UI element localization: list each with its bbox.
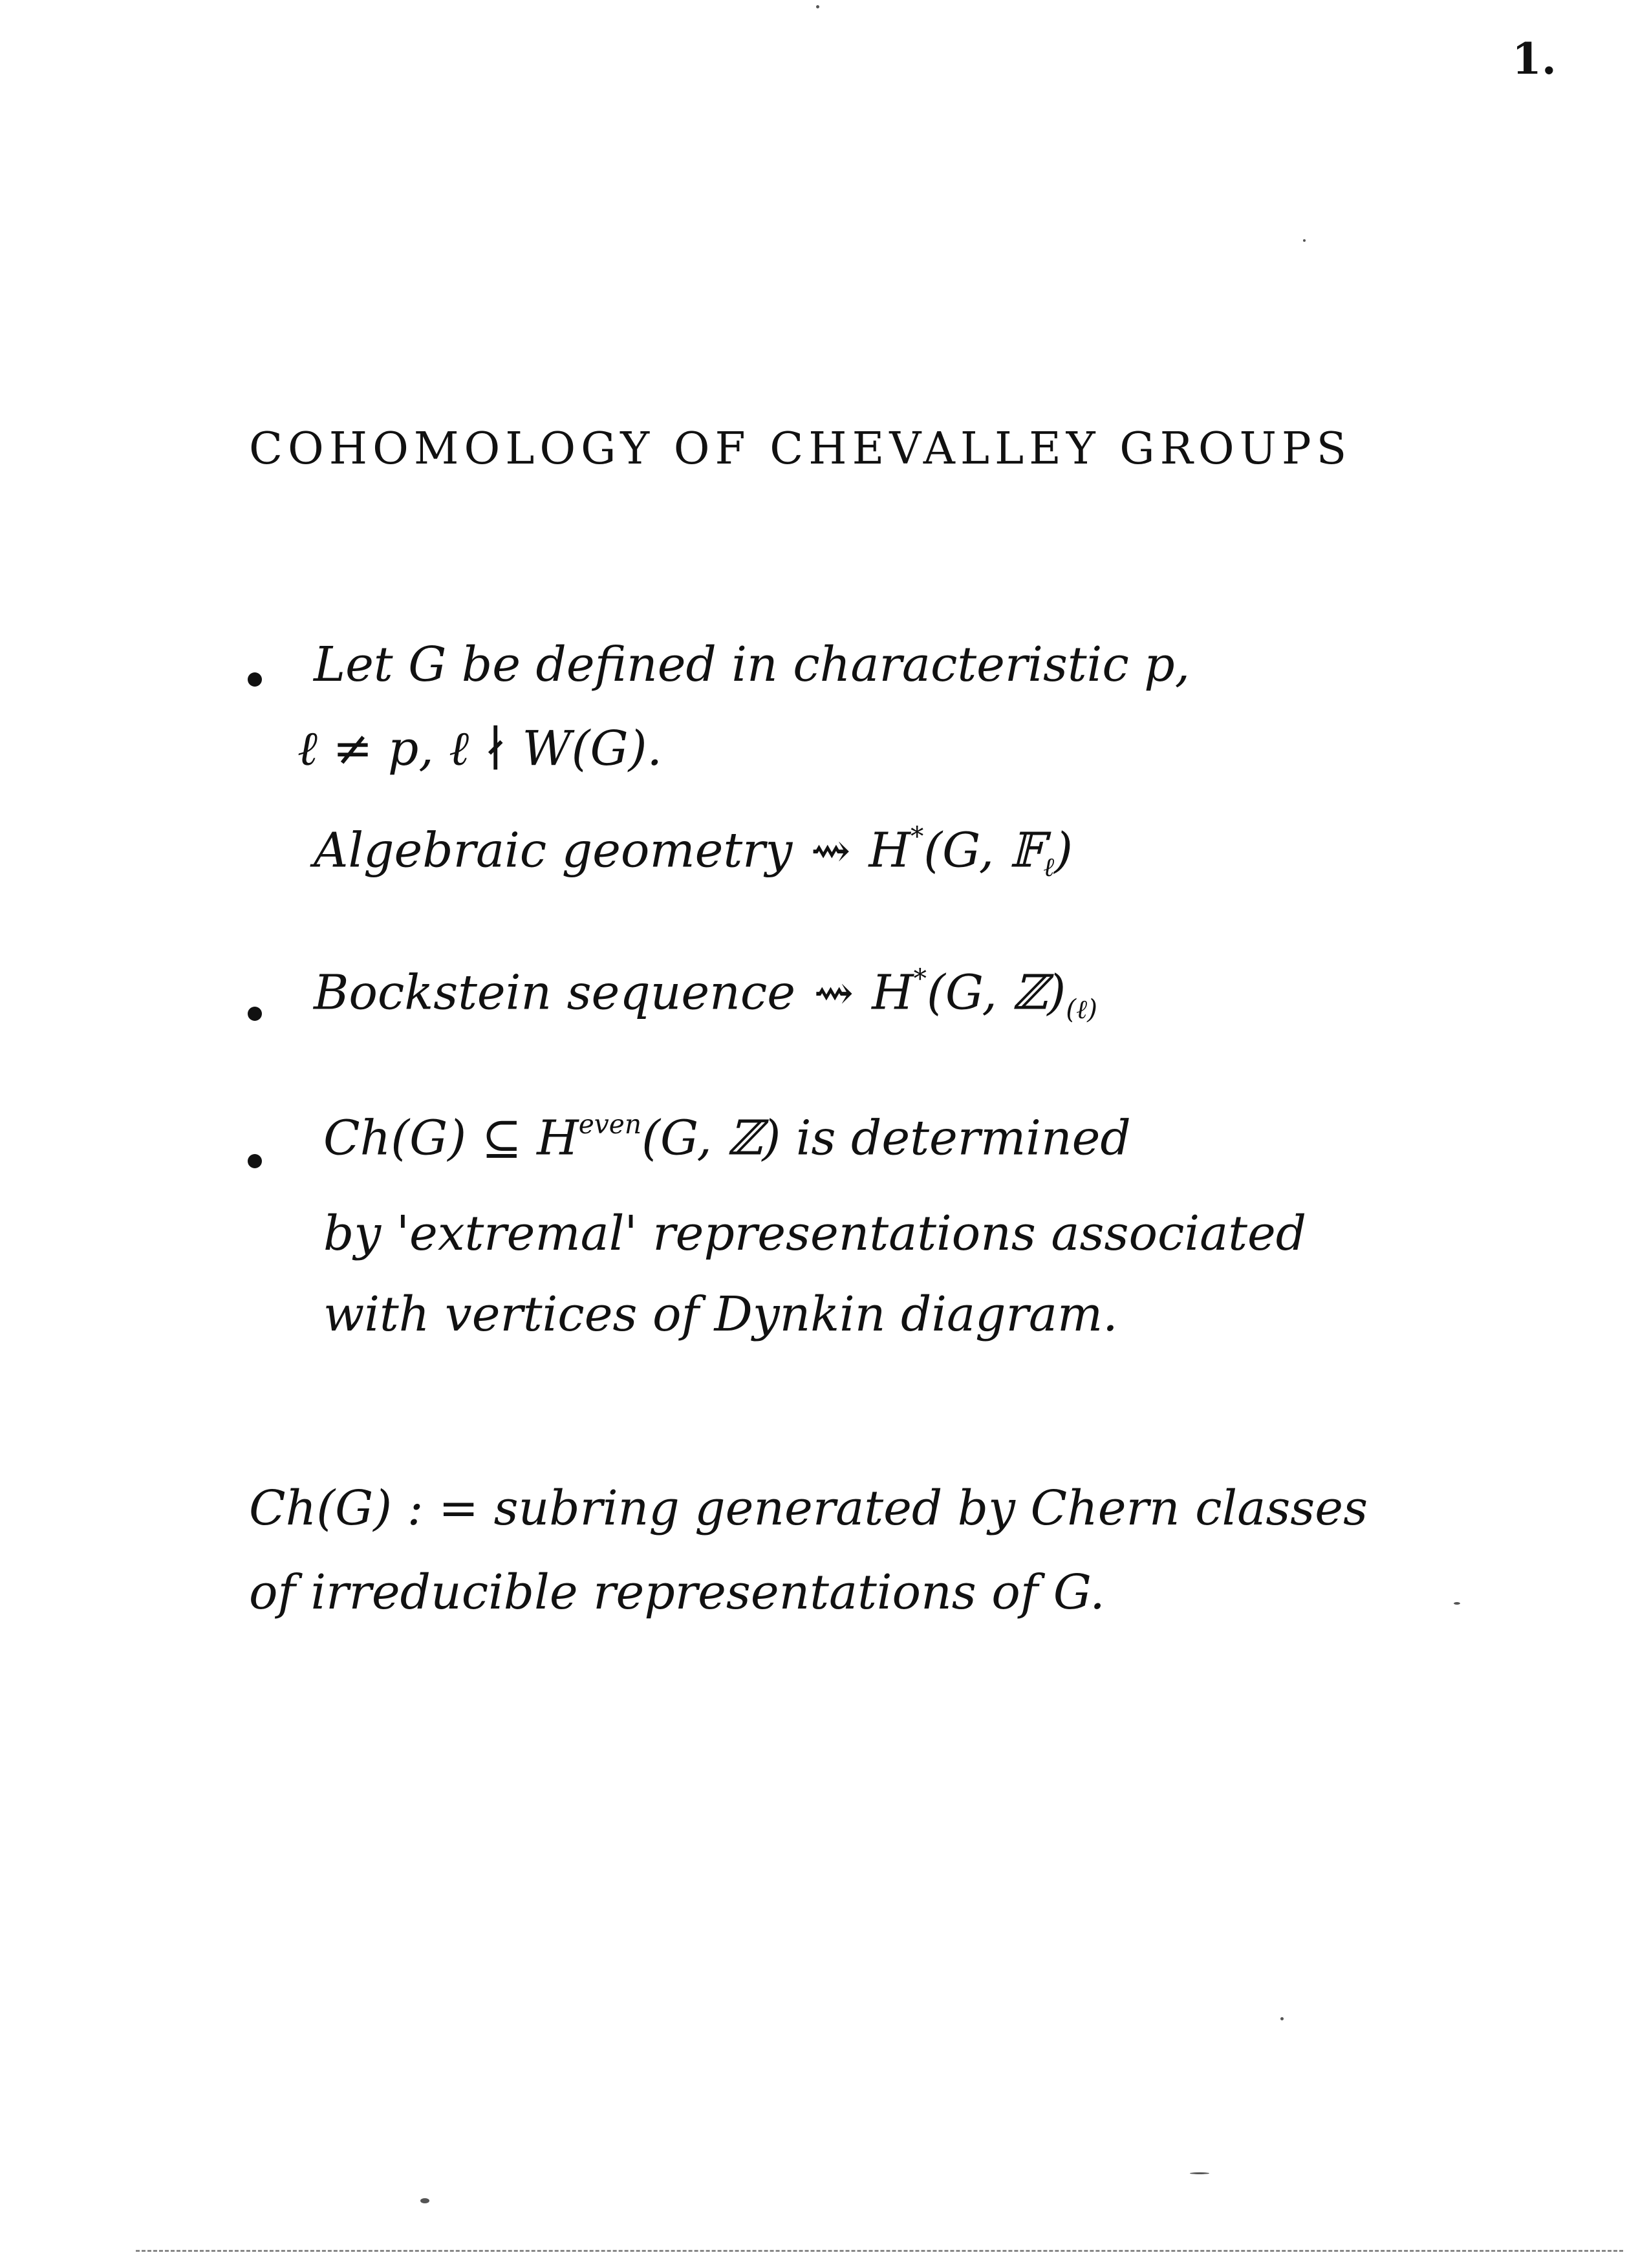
bullet-3-line-2: by 'extremal' representations associated (323, 1206, 1307, 1261)
scan-speck (1280, 2017, 1284, 2020)
scan-speck (420, 2198, 429, 2203)
cohomology-h: H (868, 822, 911, 879)
chern-ring-text: Ch(G) ⊆ H (323, 1110, 579, 1166)
bullet-1-marker (248, 672, 262, 687)
bullet-1-line-2: ℓ ≠ p, ℓ ∤ W(G). (297, 721, 662, 776)
even-superscript: even (578, 1109, 642, 1140)
cohomology-star: * (910, 821, 924, 852)
scan-speck (1190, 2172, 1209, 2174)
squiggle-arrow-icon: ⇝ (814, 965, 854, 1021)
cohomology-close: ) (1054, 822, 1073, 879)
scan-speck (1454, 1602, 1460, 1605)
cohomology-args: (G, ℤ) (926, 965, 1066, 1021)
determined-text: (G, ℤ) is determined (641, 1110, 1131, 1166)
scan-speck (816, 5, 819, 8)
bullet-3-line-3: with vertices of Dynkin diagram. (323, 1287, 1118, 1342)
bullet-1-line-3 (314, 821, 1073, 883)
bullet-3-line-1 (323, 1109, 1131, 1166)
bullet-2-line (314, 963, 1097, 1025)
cohomology-star: * (913, 963, 927, 994)
bockstein-text: Bockstein sequence (314, 965, 796, 1021)
bullet-2-marker (248, 1007, 262, 1021)
definition-line-2: of irreducible representations of G. (249, 1565, 1105, 1620)
scan-edge-rule (136, 2250, 1623, 2252)
squiggle-arrow-icon: ⇝ (810, 822, 851, 879)
bullet-3-marker (248, 1154, 262, 1168)
scan-speck (1303, 239, 1306, 242)
field-subscript: ℓ (1043, 851, 1055, 883)
cohomology-args: (G, 𝔽 (923, 822, 1044, 879)
localization-subscript: (ℓ) (1066, 993, 1097, 1025)
page-number: 1. (1512, 34, 1557, 84)
cohomology-h: H (872, 965, 914, 1021)
bullet-1-line-1: Let G be defined in characteristic p, (314, 637, 1191, 692)
page-title: COHOMOLOGY OF CHEVALLEY GROUPS (249, 423, 1352, 475)
definition-line-1: Ch(G) : = subring generated by Chern classes (249, 1481, 1368, 1536)
algebraic-geometry-text: Algebraic geometry (314, 822, 793, 879)
